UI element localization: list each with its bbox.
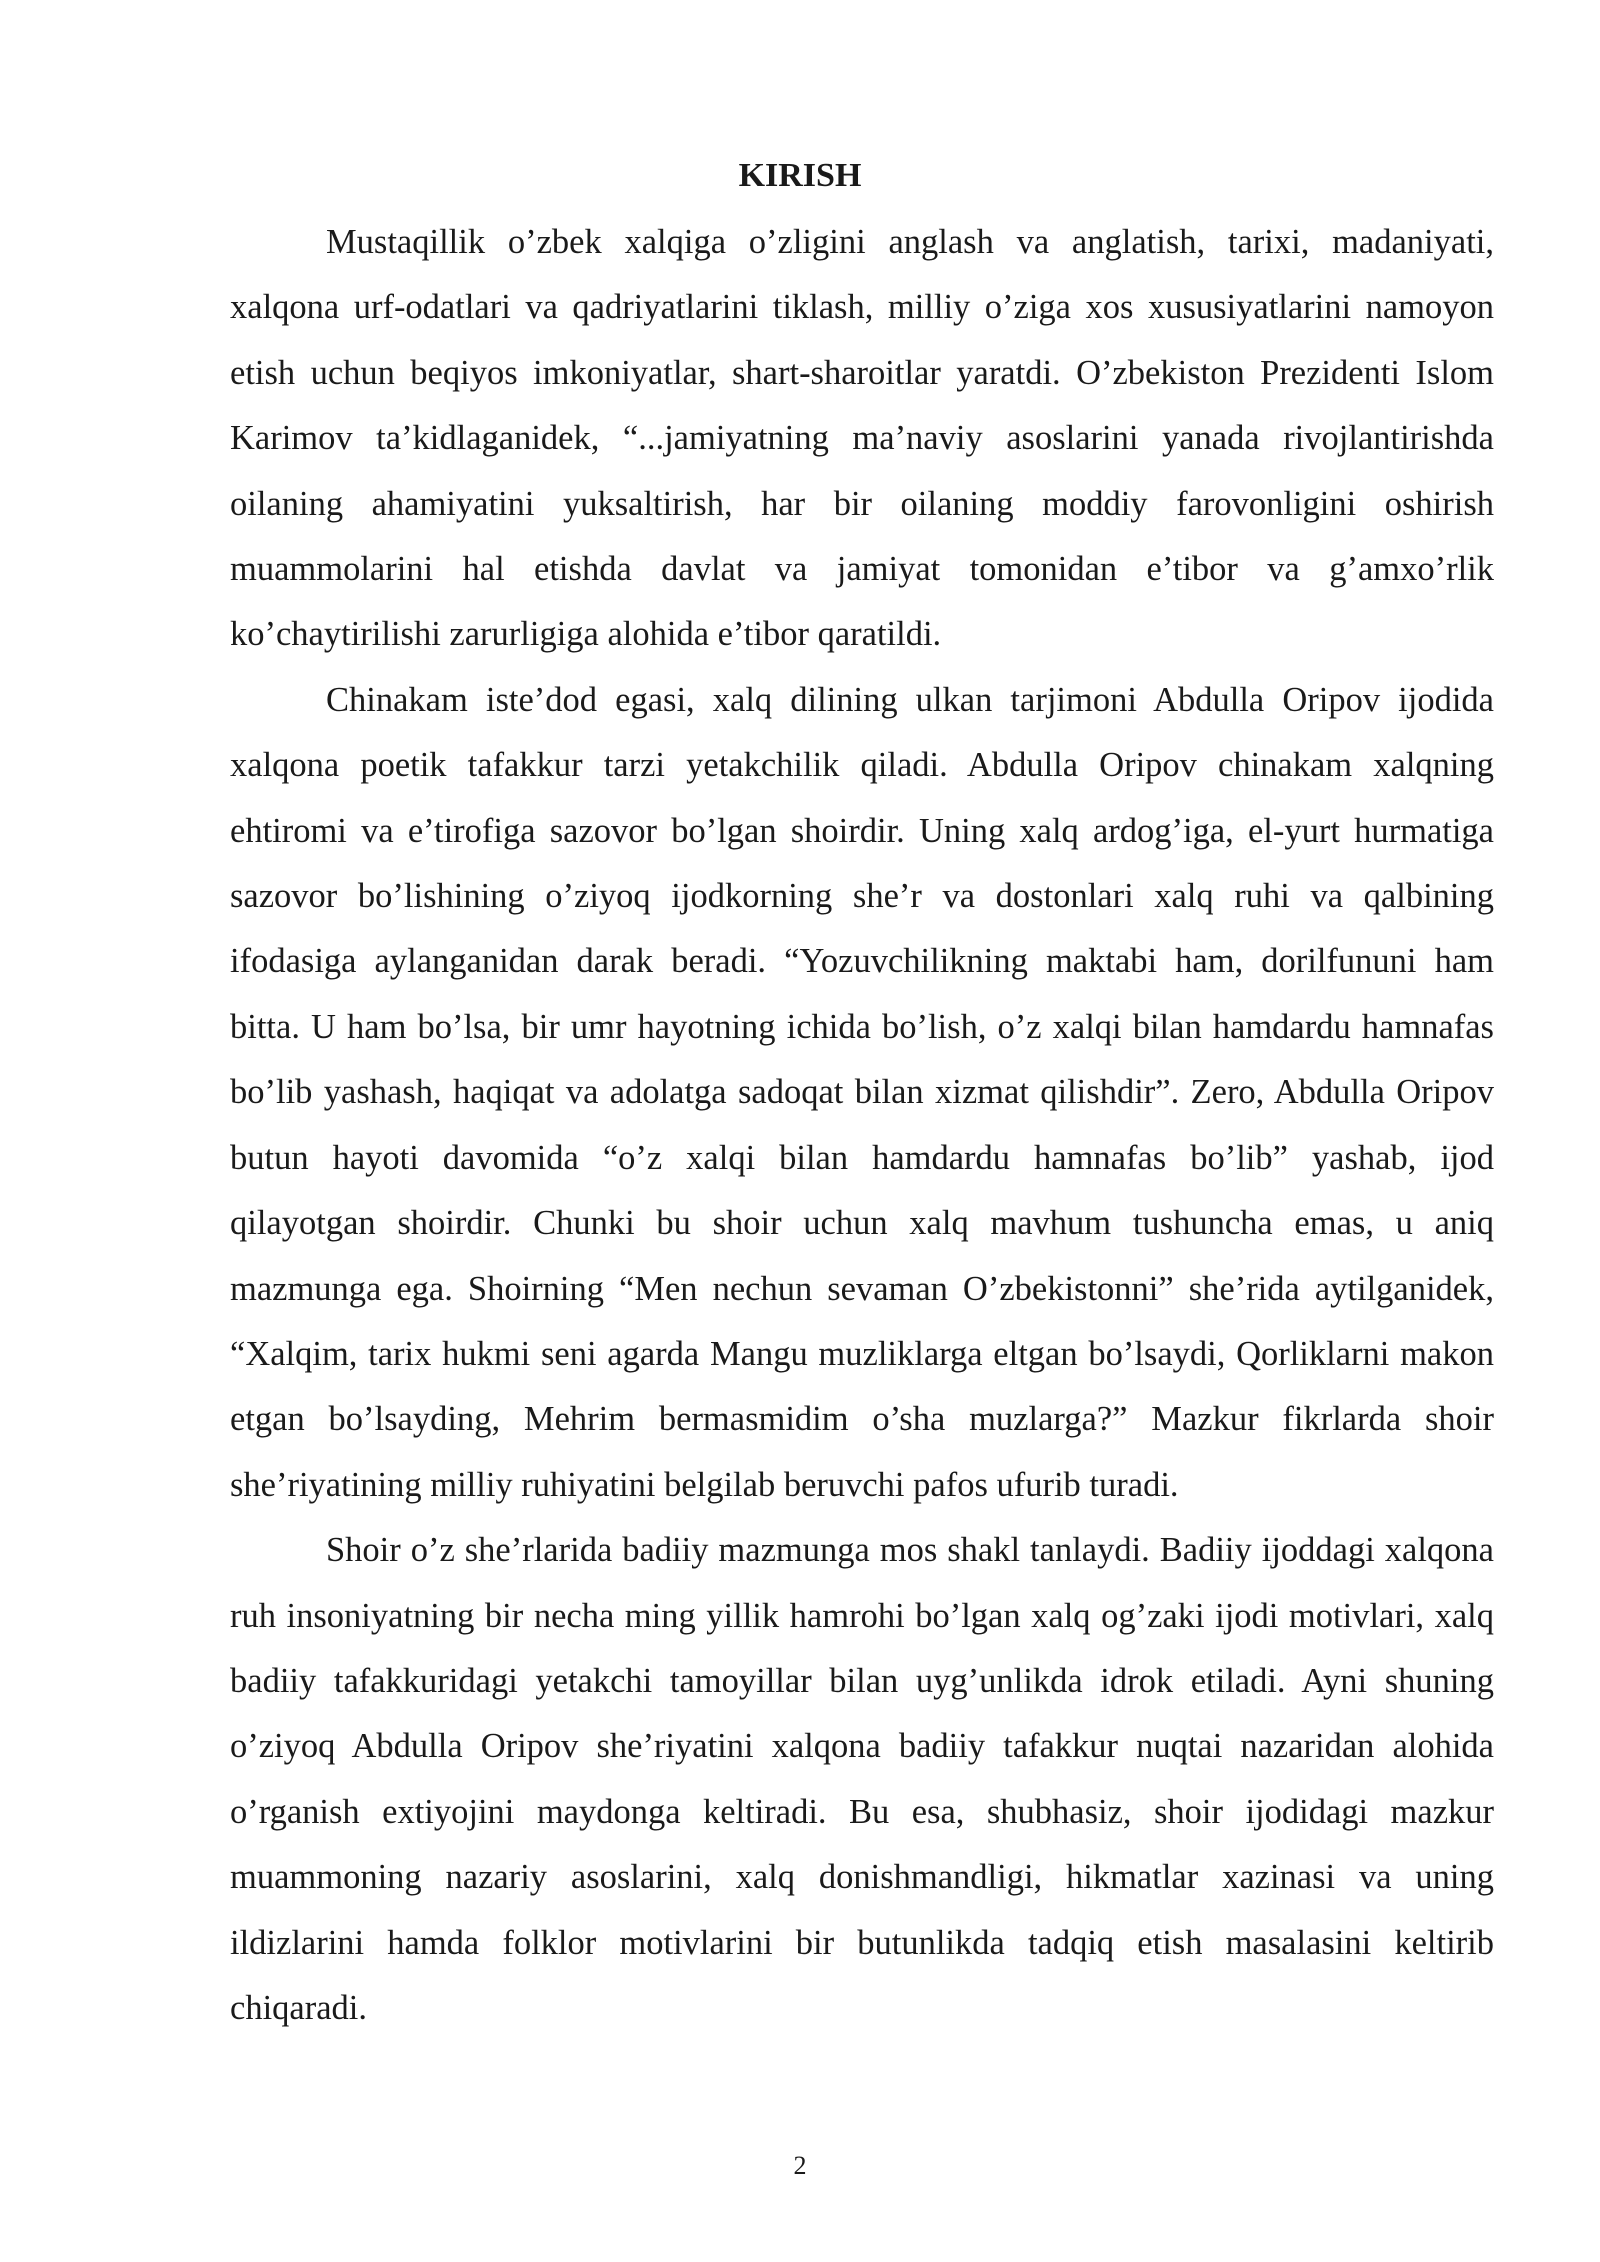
page-number: 2 xyxy=(793,2151,807,2180)
paragraph-3: Shoir o’z she’rlarida badiiy mazmunga mos shakl tanlaydi. Badiiy ijoddagi xalqona ruh insoniyatning bir necha ming yillik hamrohi bo’lgan xalq og’zaki ijodi motivlari, xalq badiiy tafakkuridagi yetakchi tamoyillar bilan uyg’unlikda idrok etiladi. Ayni shuning o’ziyoq Abdulla Oripov she’riyatini xalqona badiiy tafakkur nuqtai nazaridan alohida o’rganish extiyojini maydonga keltiradi. Bu esa, shubhasiz, shoir ijodidagi mazkur muammoning nazariy asoslarini, xalq donishmandligi, hikmatlar xazinasi va uning ildizlarini hamda folklor motivlarini bir butunlikda tadqiq etish masalasini keltirib chiqaradi. xyxy=(230,1531,1494,2027)
page-title: KIRISH xyxy=(738,157,862,194)
paragraph-1: Mustaqillik o’zbek xalqiga o’zligini anglash va anglatish, tarixi, madaniyati, xalqona urf-odatlari va qadriyatlarini tiklash, milliy o’ziga xos xususiyatlarini namoyon etish uchun beqiyos imkoniyatlar, shart-sharoitlar yaratdi. O’zbekiston Prezidenti Islom Karimov ta’kidlaganidek, “...jamiyatning ma’naviy asoslarini yanada rivojlantirishda oilaning ahamiyatini yuksaltirish, har bir oilaning moddiy farovonligini oshirish muammolarini hal etishda davlat va jamiyat tomonidan e’tibor va g’amxo’rlik ko’chaytirilishi zarurligiga alohida e’tibor qaratildi. xyxy=(230,223,1494,654)
paragraph-2: Chinakam iste’dod egasi, xalq dilining ulkan tarjimoni Abdulla Oripov ijodida xalqona poetik tafakkur tarzi yetakchilik qiladi. Abdulla Oripov chinakam xalqning ehtiromi va e’tirofiga sazovor bo’lgan shoirdir. Uning xalq ardog’iga, el-yurt hurmatiga sazovor bo’lishining o’ziyoq ijodkorning she’r va dostonlari xalq ruhi va qalbining ifodasiga aylanganidan darak beradi. “Yozuvchilikning maktabi ham, dorilfununi ham bitta. U ham bo’lsa, bir umr hayotning ichida bo’lish, o’z xalqi bilan hamdardu hamnafas bo’lib yashash, haqiqat va adolatga sadoqat bilan xizmat qilishdir”. Zero, Abdulla Oripov butun hayoti davomida “o’z xalqi bilan hamdardu hamnafas bo’lib” yashab, ijod qilayotgan shoirdir. Chunki bu shoir uchun xalq mavhum tushuncha emas, u aniq mazmunga ega. Shoirning “Men nechun sevaman O’zbekistonni” she’rida aytilganidek, “Xalqim, tarix hukmi seni agarda Mangu muzliklarga eltgan bo’lsaydi, Qorliklarni makon etgan bo’lsayding, Mehrim bermasmidim o’sha muzlarga?” Mazkur fikrlarda shoir she’riyatining milliy ruhiyatini belgilab beruvchi pafos ufurib turadi. xyxy=(230,680,1494,1504)
body-text xyxy=(230,210,1494,2041)
